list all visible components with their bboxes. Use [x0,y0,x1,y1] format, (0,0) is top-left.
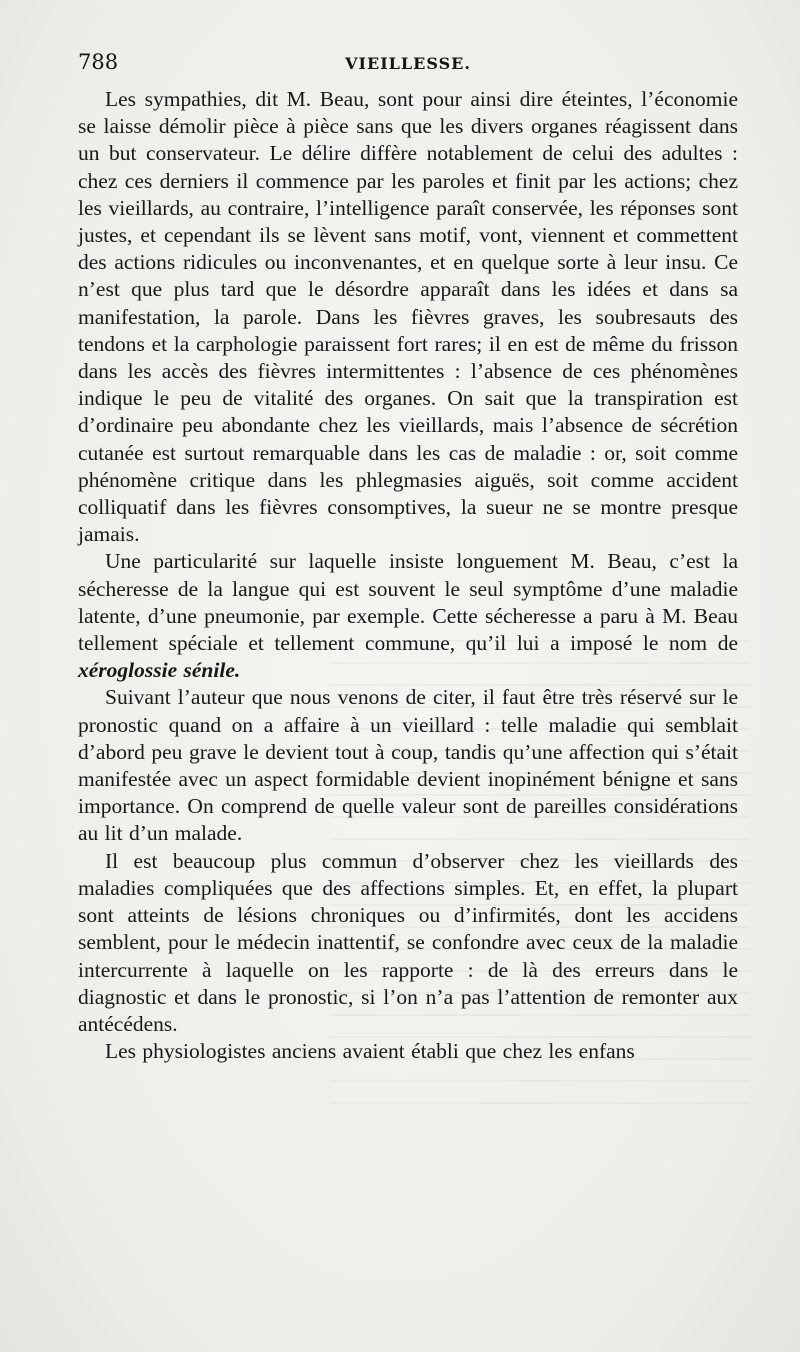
paragraph-text: Une particularité sur laquelle insiste longuement M. Beau, c’est la sécheresse de la langue qui est souvent le seul symptôme d’une maladie latente, d’une pneumonie, par exemple. Cette sécheresse a paru à M. Beau tellement spéciale et tellement commune, qu’il lui a imposé le nom de [78,549,738,656]
page-header [78,50,738,84]
body-text [78,86,738,1065]
paragraph-sympathies [78,86,738,548]
paragraph-text: Les sympathies, dit M. Beau, sont pour ainsi dire éteintes, l’économie se laisse démolir pièce à pièce sans que les divers organes réagissent dans un but conservateur. Le délire diffère notablement de celui des adultes : chez ces derniers il commence par les paroles et finit par les actions; chez les vieillards, au contraire, l’intelligence paraît conservée, les réponses sont justes, et cependant ils se lèvent sans motif, vont, viennent et commettent des actions ridicules ou inconvenantes, et en quelque sorte à leur insu. Ce n’est que plus tard que le désordre apparaît dans les idées et dans sa manifestation, la parole. Dans les fièvres graves, les soubresauts des tendons et la carphologie paraissent fort rares; il en est de même du frisson dans les accès des fièvres intermittentes : l’absence de ces phénomènes indique le peu de vitalité des organes. On sait que la transpiration est d’ordinaire peu abondante chez les vieillards, mais l’absence de sécrétion cutanée est surtout remarquable dans les cas de maladie : or, soit comme phénomène critique dans les phlegmasies aiguës, soit comme accident colliquatif dans les fièvres consomptives, la sueur ne se montre presque jamais. [78,87,738,547]
term-xeroglossie: xéroglossie sénile. [78,658,241,683]
paragraph-maladies-compliquees [78,848,738,1038]
running-title: VIEILLESSE. [345,54,471,73]
paragraph-physiologistes [78,1038,738,1065]
page-number: 788 [78,50,119,74]
paragraph-text: Les physiologistes anciens avaient établi que chez les enfans [105,1039,635,1064]
paragraph-secheresse [78,548,738,684]
paragraph-pronostic [78,684,738,847]
paragraph-text: Il est beaucoup plus commun d’observer chez les vieillards des maladies compliquées que des affections simples. Et, en effet, la plupart sont atteints de lésions chroniques ou d’infirmités, dont les accidens semblent, pour le médecin inattentif, se confondre avec ceux de la maladie intercurrente à laquelle on les rapporte : de là des erreurs dans le diagnostic et dans le pronostic, si l’on n’a pas l’attention de remonter aux antécédens. [78,848,738,1036]
paragraph-text: Suivant l’auteur que nous venons de citer, il faut être très réservé sur le pronostic quand on a affaire à un vieillard : telle maladie qui semblait d’abord peu grave le devient tout à coup, tandis qu’une affection qui s’était manifestée avec un aspect formidable devient inopinément bénigne et sans importance. On comprend de quelle valeur sont de pareilles considérations au lit d’un malade. [78,685,738,846]
